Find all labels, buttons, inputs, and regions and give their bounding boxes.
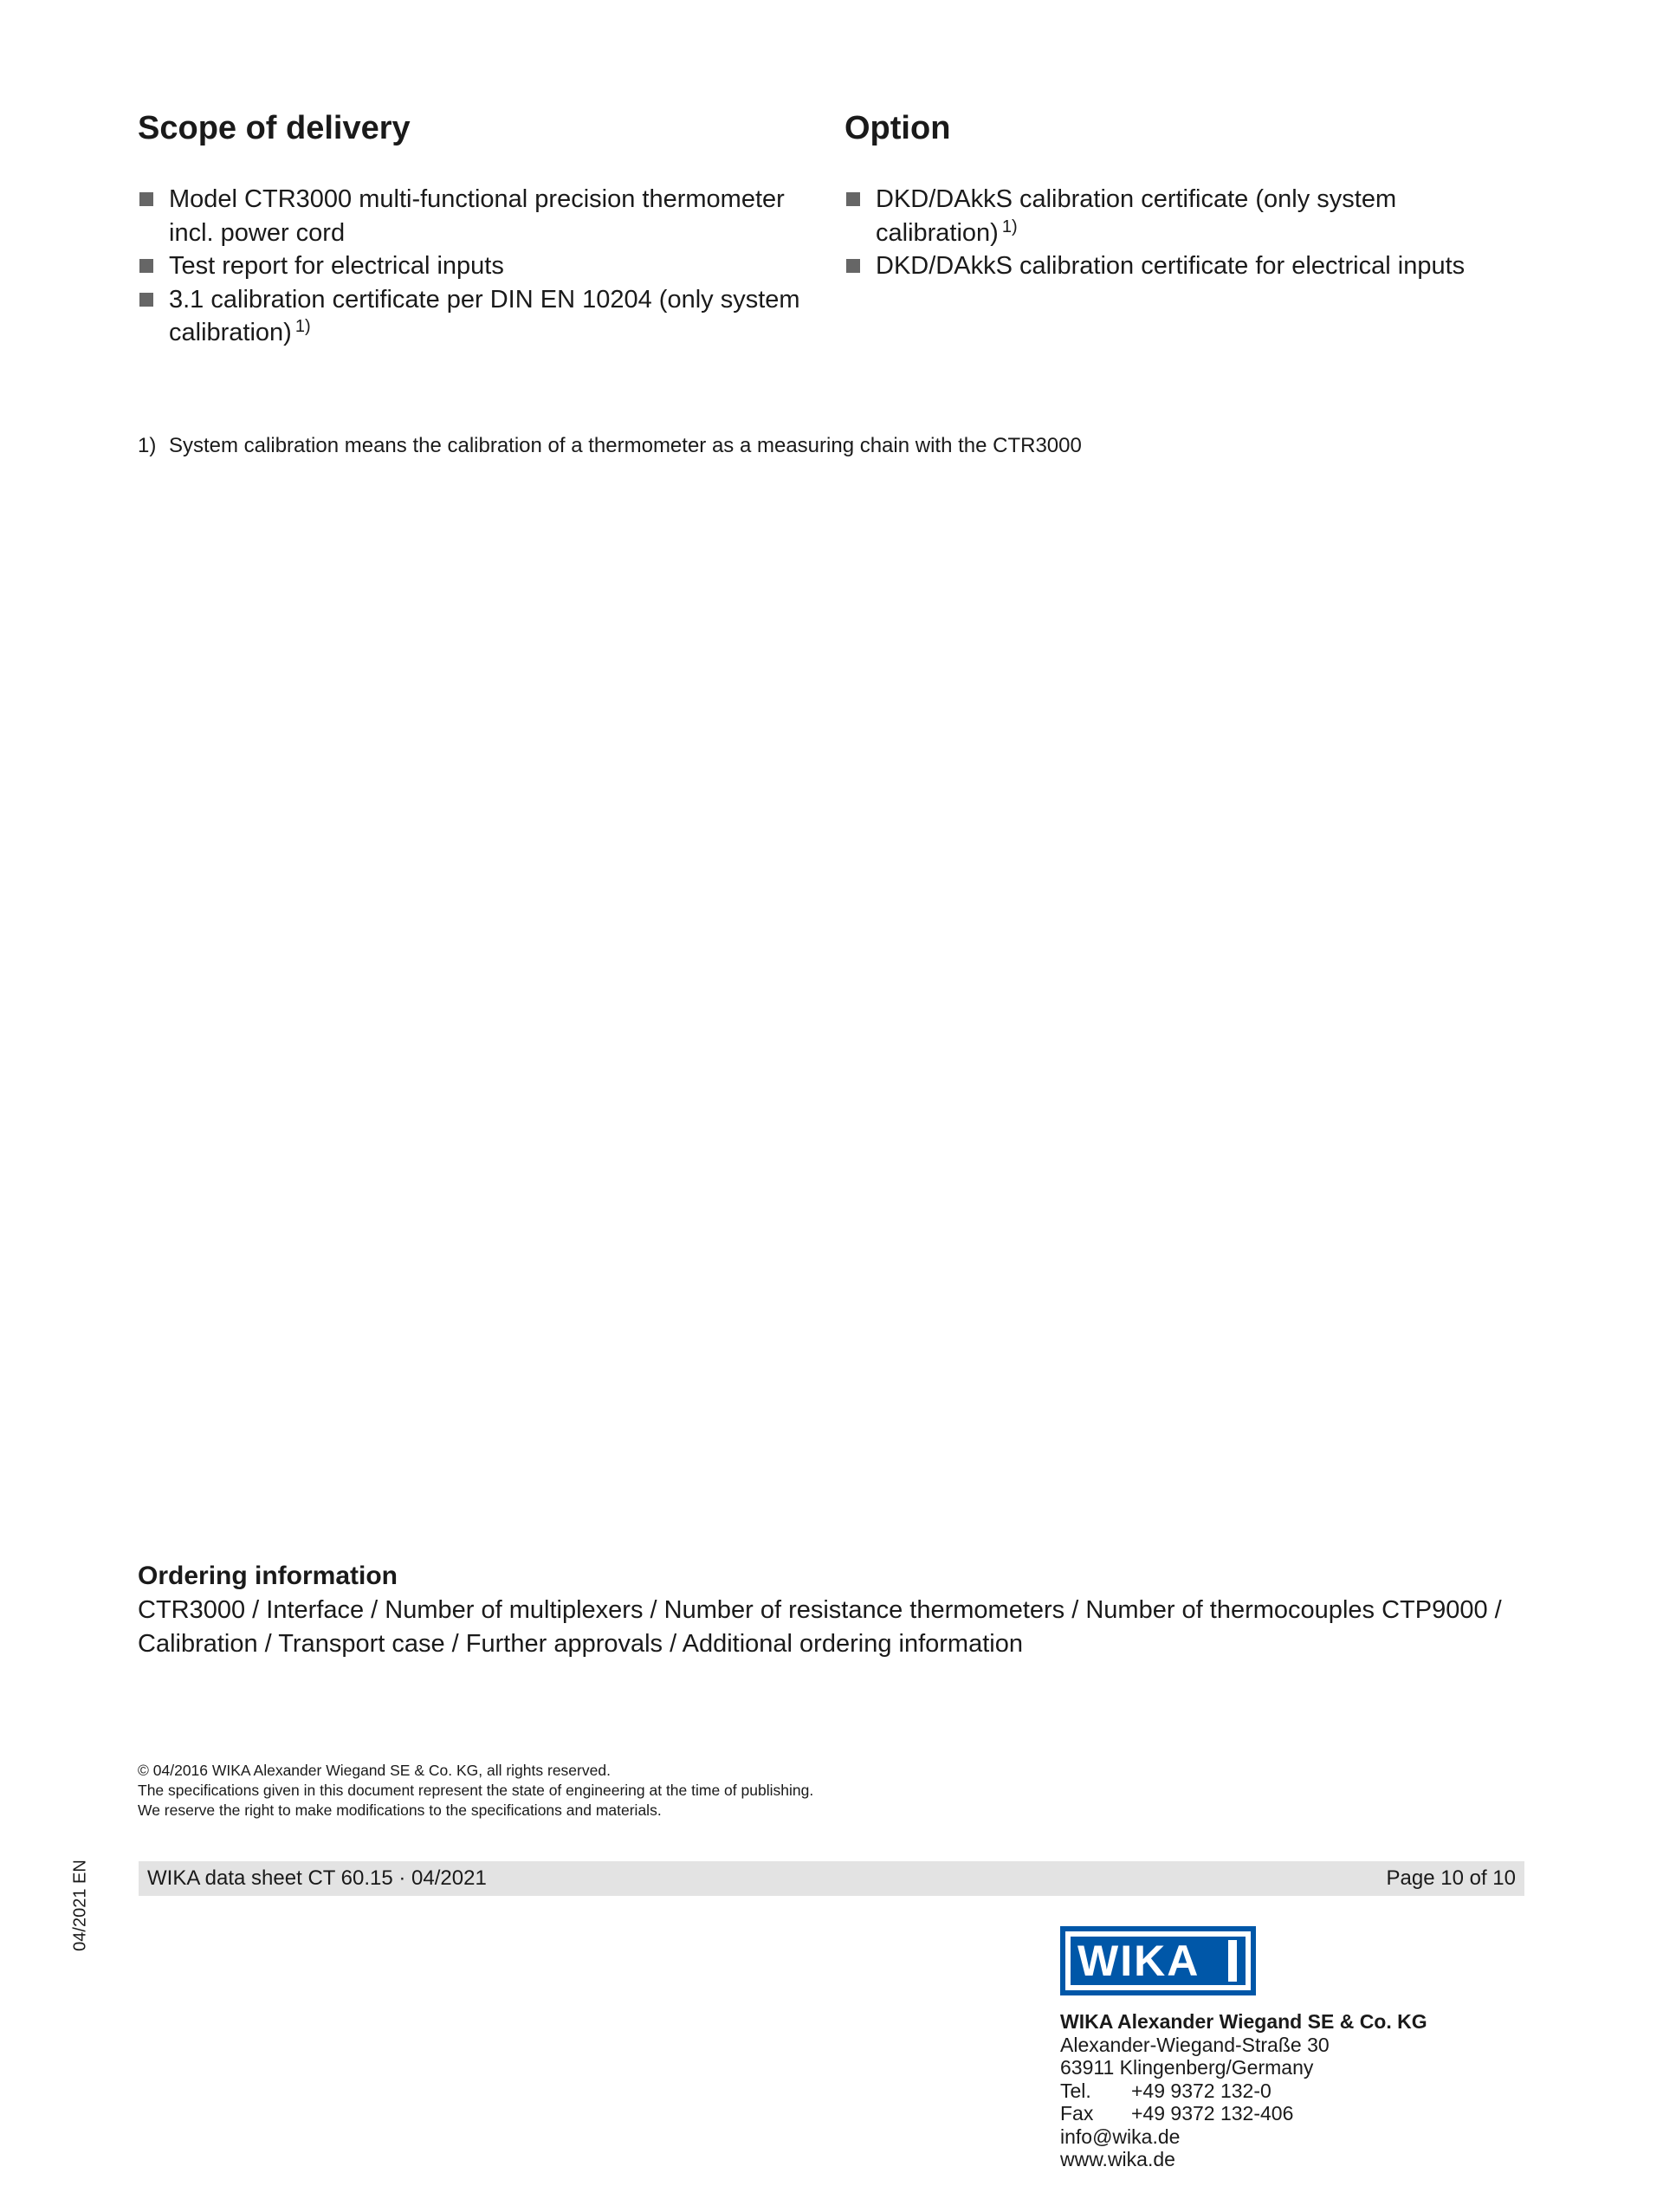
copyright-line: © 04/2016 WIKA Alexander Wiegand SE & Co. KG, all rights reserved. [138,1762,611,1779]
ordering-section [138,1559,1541,1661]
address-tel: Tel. +49 9372 132-0 [1060,2079,1272,2102]
list-item: DKD/DAkkS calibration certificate (only system calibration) $^{1)}$ [844,183,1537,249]
bullet-square-icon [139,259,153,273]
copyright-line: We reserve the right to make modifications to the specifications and materials. [138,1801,662,1819]
address-fax: Fax +49 9372 132-406 [1060,2102,1294,2125]
company-name: WIKA Alexander Wiegand SE & Co. KG [1060,2010,1427,2033]
footnote-number: 1) [138,434,157,457]
logo-text: WIKA [1077,1937,1200,1985]
footnote-text: System calibration means the calibration of a thermometer as a measuring chain with the CTR3000 [169,434,1082,457]
scope-list [138,183,813,350]
list-item: DKD/DAkkS calibration certificate for electrical inputs [844,249,1537,283]
datasheet-label: WIKA data sheet CT 60.15 · 04/2021 [147,1866,487,1890]
copyright-line: The specifications given in this document represent the state of engineering at the time of publishing. [138,1782,814,1799]
bullet-square-icon [139,192,153,206]
footnote [138,434,1082,458]
ordering-line-2: Calibration / Transport case / Further approvals / Additional ordering information [138,1630,1023,1658]
option-list [844,183,1537,283]
address-email: info@wika.de [1060,2125,1181,2148]
bullet-square-icon [846,192,860,206]
ordering-line-1: CTR3000 / Interface / Number of multiplexers / Number of resistance thermometers / Number of thermocouples CTP9000 / [138,1596,1502,1624]
list-item: 3.1 calibration certificate per DIN EN 10204 (only system calibration) $^{1)}$ [138,283,813,350]
bullet-square-icon [846,259,860,273]
logo-bar-icon [1228,1940,1237,1982]
list-item: Model CTR3000 multi-functional precision thermometer incl. power cord [138,183,813,249]
page-number: Page 10 of 10 [1386,1866,1516,1890]
wika-logo [1060,1926,1256,1995]
footnote-ref: 1) [294,317,311,336]
address-web: www.wika.de [1060,2148,1175,2170]
copyright-block [138,1761,813,1821]
list-item: Test report for electrical inputs [138,249,813,283]
footnote-ref: 1) [1001,217,1018,236]
company-address [1060,2010,1427,2171]
footer-bar [139,1861,1524,1896]
side-date: 04/2021 EN [70,1860,90,1951]
bullet-square-icon [139,293,153,307]
address-street: Alexander-Wiegand-Straße 30 [1060,2033,1330,2056]
option-title: Option [844,110,951,146]
ordering-title: Ordering information [138,1562,398,1590]
scope-title: Scope of delivery [138,110,411,146]
address-city: 63911 Klingenberg/Germany [1060,2056,1314,2079]
